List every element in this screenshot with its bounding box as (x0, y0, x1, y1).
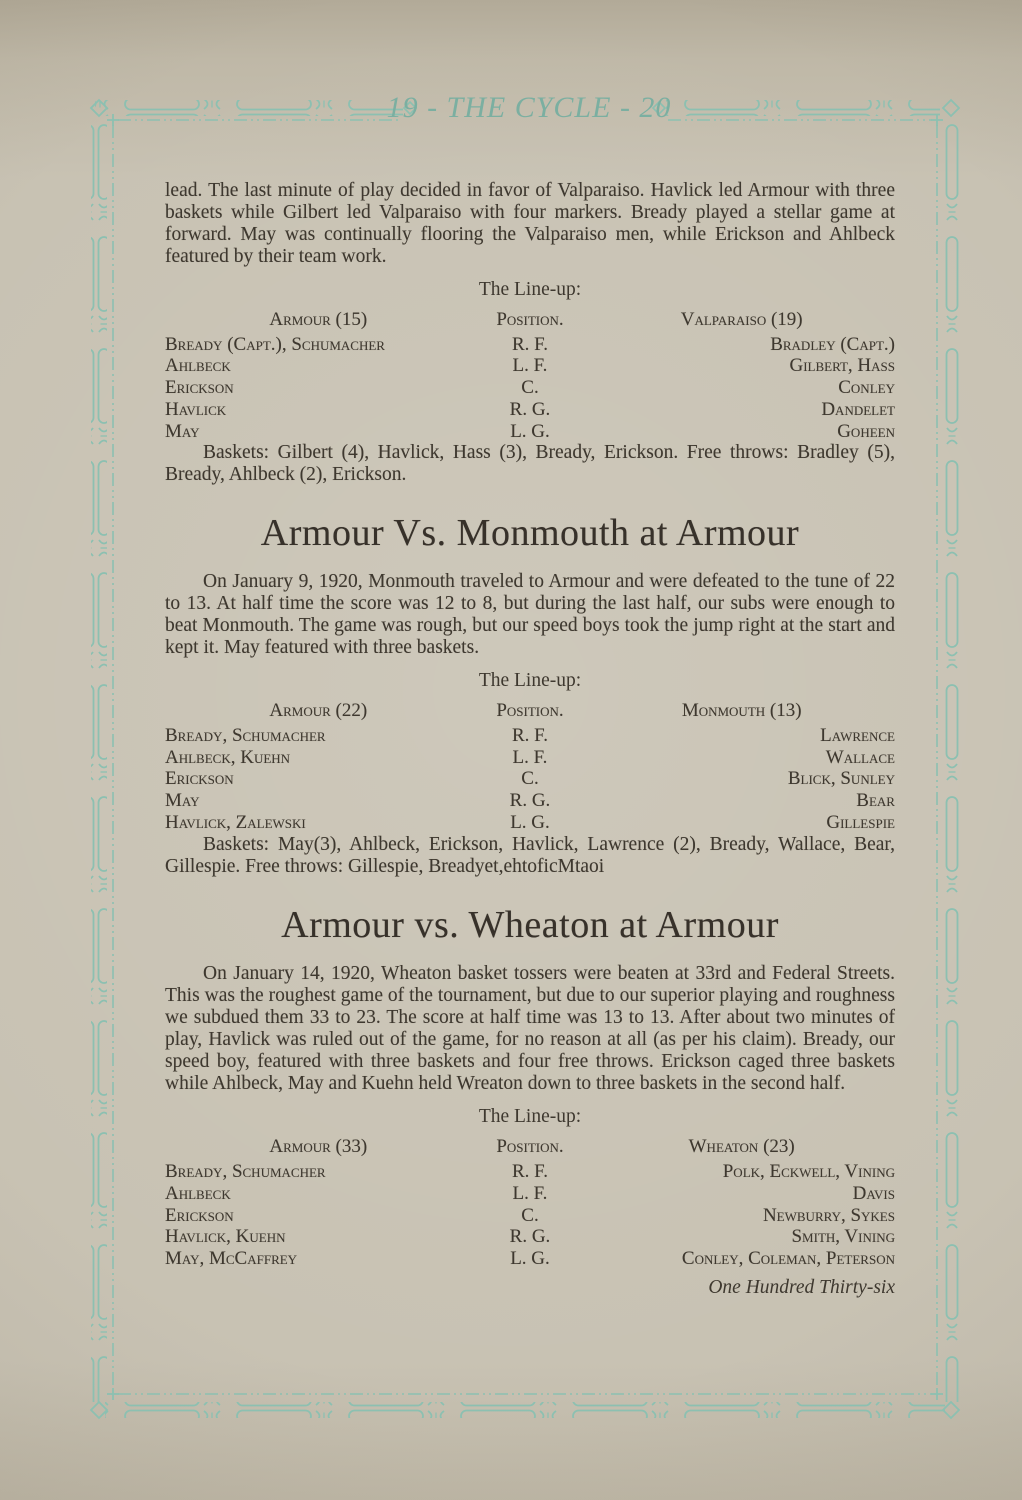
lineup-row (165, 747, 895, 769)
position-cell: C. (521, 377, 539, 399)
position-cell: L. G. (510, 1247, 550, 1269)
away-player-cell: Davis (852, 1182, 895, 1204)
lineup-label: The Line-up: (478, 1106, 582, 1128)
lineup-row (165, 1205, 895, 1227)
away-player-cell: Goheen (837, 420, 895, 442)
home-player-cell: Erickson (165, 768, 234, 790)
position-cell: C. (521, 768, 539, 790)
position-cell: R. G. (509, 790, 551, 812)
away-player-cell: Gilbert, Hass (789, 355, 895, 377)
home-player-cell: Ahlbeck (165, 355, 231, 377)
lineup-row (165, 1183, 895, 1205)
away-player-cell: Gillespie (826, 811, 895, 833)
page-content (165, 180, 895, 1299)
lineup-header-row (165, 309, 895, 331)
game-heading: Armour vs. Wheaton at Armour (281, 904, 779, 947)
position-cell: L. F. (512, 746, 548, 768)
lineup-row (165, 768, 895, 790)
home-player-cell: Havlick, Kuehn (165, 1226, 286, 1248)
lineup-row (165, 725, 895, 747)
away-player-cell: Lawrence (820, 724, 895, 746)
position-cell: R. G. (509, 1226, 551, 1248)
position-header: Position. (496, 700, 564, 722)
away-team-header: Valparaiso (19) (680, 309, 803, 330)
home-player-cell: Havlick (165, 398, 227, 420)
position-cell: L. G. (510, 811, 550, 833)
home-team-header: Armour (22) (269, 700, 368, 722)
home-player-cell: Bready, Schumacher (165, 1161, 326, 1183)
lineup-row (165, 1248, 895, 1270)
home-player-cell: Erickson (165, 377, 234, 399)
game-summary: Baskets: May(3), Ahlbeck, Erickson, Havlick, Lawrence (2), Bready, Wallace, Bear, Gillespie. Free throws: Gillespie, Breadyet,ehtoficMtaoi (165, 834, 895, 878)
lineup-row (165, 355, 895, 377)
game-recap-paragraph: lead. The last minute of play decided in favor of Valparaiso. Havlick led Armour with three baskets while Gilbert led Valparaiso with four markers. Bready played a stellar game at forward. May was continually flooring the Valparaiso men, while Erickson and Ahlbeck featured by their team work. (165, 180, 895, 267)
page-header-title: 19 - THE CYCLE - 20 (386, 91, 672, 124)
lineup-label: The Line-up: (478, 670, 582, 692)
lineup-row (165, 377, 895, 399)
home-player-cell: Erickson (165, 1204, 234, 1226)
home-player-cell: May, McCaffrey (165, 1247, 298, 1269)
lineup-label: The Line-up: (478, 279, 582, 300)
game-heading: Armour Vs. Monmouth at Armour (260, 512, 800, 555)
away-player-cell: Dandelet (821, 398, 895, 420)
page-number: One Hundred Thirty-six (708, 1276, 895, 1298)
away-player-cell: Bradley (Capt.) (770, 333, 895, 355)
home-player-cell: May (165, 420, 200, 442)
away-player-cell: Wallace (825, 746, 895, 768)
home-player-cell: Bready, Schumacher (165, 724, 326, 746)
away-player-cell: Newburry, Sykes (762, 1204, 895, 1226)
lineup-header-row (165, 700, 895, 722)
position-cell: L. G. (510, 420, 550, 442)
position-cell: L. F. (512, 1182, 548, 1204)
away-player-cell: Conley (838, 377, 895, 399)
position-cell: R. G. (509, 398, 551, 420)
lineup-row (165, 790, 895, 812)
away-player-cell: Conley, Coleman, Peterson (681, 1247, 895, 1269)
position-header: Position. (496, 1136, 564, 1158)
lineup-row (165, 1161, 895, 1183)
away-team-header: Monmouth (13) (681, 700, 802, 722)
away-player-cell: Blick, Sunley (787, 768, 895, 790)
lineup-row (165, 421, 895, 443)
home-player-cell: Ahlbeck, Kuehn (165, 746, 291, 768)
home-player-cell: Ahlbeck (165, 1182, 231, 1204)
game-recap-paragraph: On January 14, 1920, Wheaton basket tossers were beaten at 33rd and Federal Streets. This was the roughest game of the tournament, but due to our superior playing and roughness we subdued them 33 to 23. The score at half time was 13 to 13. After about two minutes of play, Havlick was ruled out of the game, for no reason at all (as per his claim). Bready, our speed boy, featured with three baskets and four free throws. Erickson caged three baskets while Ahlbeck, May and Kuehn held Wreaton down to three baskets in the second half. (165, 963, 895, 1095)
away-player-cell: Polk, Eckwell, Vining (722, 1161, 895, 1183)
away-team-header: Wheaton (23) (688, 1136, 795, 1158)
home-team-header: Armour (15) (269, 309, 368, 330)
position-cell: L. F. (512, 355, 548, 377)
game-summary: Baskets: Gilbert (4), Havlick, Hass (3), Bready, Erickson. Free throws: Bradley (5), Bready, Ahlbeck (2), Erickson. (165, 442, 895, 486)
position-header: Position. (496, 309, 564, 330)
lineup-header-row (165, 1136, 895, 1158)
away-player-cell: Smith, Vining (791, 1226, 895, 1248)
position-cell: C. (521, 1204, 539, 1226)
lineup-table (165, 1136, 895, 1269)
position-cell: R. F. (512, 724, 548, 746)
lineup-row (165, 812, 895, 834)
away-player-cell: Bear (856, 790, 895, 812)
lineup-row (165, 1226, 895, 1248)
lineup-row (165, 334, 895, 356)
lineup-table (165, 309, 895, 442)
home-team-header: Armour (33) (269, 1136, 368, 1158)
position-cell: R. F. (512, 333, 548, 355)
position-cell: R. F. (512, 1161, 548, 1183)
game-recap-paragraph: On January 9, 1920, Monmouth traveled to Armour and were defeated to the tune of 22 to 13. At half time the score was 12 to 8, but during the last half, our subs were enough to beat Monmouth. The game was rough, but our speed boys took the jump right at the start and kept it. May featured with three baskets. (165, 571, 895, 659)
lineup-row (165, 399, 895, 421)
home-player-cell: Havlick, Zalewski (165, 811, 306, 833)
lineup-table (165, 700, 895, 833)
home-player-cell: Bready (Capt.), Schumacher (165, 333, 385, 355)
home-player-cell: May (165, 790, 200, 812)
